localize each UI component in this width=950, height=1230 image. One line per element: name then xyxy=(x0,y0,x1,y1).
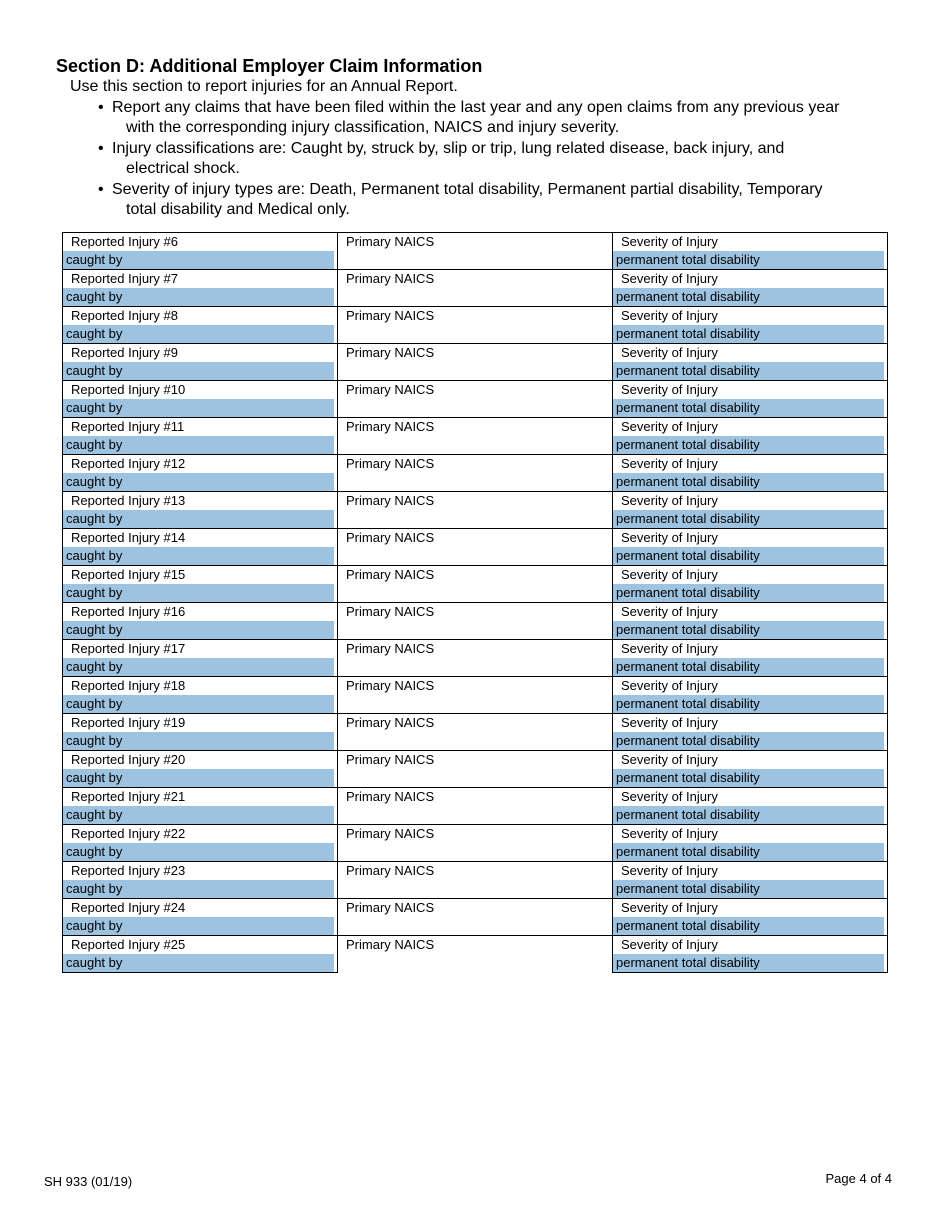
severity-value-cell xyxy=(613,732,888,751)
classification-cell xyxy=(63,806,338,825)
naics-cell xyxy=(338,714,613,751)
severity-cell xyxy=(613,640,888,659)
injury-table xyxy=(62,232,888,973)
severity-cell xyxy=(613,862,888,881)
severity-value-cell xyxy=(613,917,888,936)
injury-label: Reported Injury #21 xyxy=(71,789,186,804)
naics-cell xyxy=(338,751,613,788)
naics-cell xyxy=(338,233,613,270)
severity-cell xyxy=(613,566,888,585)
severity-value-cell xyxy=(613,806,888,825)
naics-label: Primary NAICS xyxy=(346,641,435,656)
injury-cell xyxy=(63,270,338,289)
classification-field[interactable]: caught by xyxy=(63,732,334,750)
severity-cell xyxy=(613,233,888,252)
naics-label: Primary NAICS xyxy=(346,493,435,508)
table-row xyxy=(63,714,888,733)
classification-field[interactable]: caught by xyxy=(63,288,334,306)
injury-label: Reported Injury #18 xyxy=(71,678,186,693)
injury-cell xyxy=(63,714,338,733)
naics-cell xyxy=(338,344,613,381)
classification-field[interactable]: caught by xyxy=(63,658,334,676)
naics-label: Primary NAICS xyxy=(346,419,435,434)
naics-label: Primary NAICS xyxy=(346,678,435,693)
classification-field[interactable]: caught by xyxy=(63,510,334,528)
severity-cell xyxy=(613,529,888,548)
naics-cell xyxy=(338,307,613,344)
classification-field[interactable]: caught by xyxy=(63,547,334,565)
injury-cell xyxy=(63,418,338,437)
severity-value-cell xyxy=(613,251,888,270)
classification-cell xyxy=(63,658,338,677)
naics-label: Primary NAICS xyxy=(346,789,435,804)
naics-label: Primary NAICS xyxy=(346,567,435,582)
injury-cell xyxy=(63,344,338,363)
severity-value-cell xyxy=(613,325,888,344)
classification-field[interactable]: caught by xyxy=(63,621,334,639)
severity-label: Severity of Injury xyxy=(621,234,718,249)
severity-field[interactable]: permanent total disability xyxy=(613,621,884,639)
severity-value-cell xyxy=(613,436,888,455)
classification-field[interactable]: caught by xyxy=(63,880,334,898)
severity-field[interactable]: permanent total disability xyxy=(613,362,884,380)
injury-cell xyxy=(63,307,338,326)
severity-value-cell xyxy=(613,954,888,973)
injury-cell xyxy=(63,566,338,585)
classification-cell xyxy=(63,436,338,455)
injury-label: Reported Injury #9 xyxy=(71,345,178,360)
table-row xyxy=(63,344,888,363)
injury-label: Reported Injury #24 xyxy=(71,900,186,915)
table-row xyxy=(63,862,888,881)
table-row xyxy=(63,936,888,955)
injury-label: Reported Injury #10 xyxy=(71,382,186,397)
naics-label: Primary NAICS xyxy=(346,752,435,767)
severity-label: Severity of Injury xyxy=(621,382,718,397)
severity-label: Severity of Injury xyxy=(621,826,718,841)
severity-value-cell xyxy=(613,621,888,640)
severity-value-cell xyxy=(613,584,888,603)
injury-cell xyxy=(63,640,338,659)
classification-cell xyxy=(63,695,338,714)
classification-cell xyxy=(63,584,338,603)
naics-label: Primary NAICS xyxy=(346,271,435,286)
naics-label: Primary NAICS xyxy=(346,900,435,915)
instruction-line: total disability and Medical only. xyxy=(126,201,350,218)
severity-label: Severity of Injury xyxy=(621,271,718,286)
severity-value-cell xyxy=(613,473,888,492)
severity-label: Severity of Injury xyxy=(621,641,718,656)
injury-cell xyxy=(63,529,338,548)
naics-cell xyxy=(338,677,613,714)
instruction-line: Report any claims that have been filed within the last year and any open claims from any previous year xyxy=(112,99,840,116)
severity-cell xyxy=(613,418,888,437)
naics-label: Primary NAICS xyxy=(346,382,435,397)
severity-label: Severity of Injury xyxy=(621,863,718,878)
classification-field[interactable]: caught by xyxy=(63,769,334,787)
table-row xyxy=(63,899,888,918)
severity-field[interactable]: permanent total disability xyxy=(613,510,884,528)
severity-field[interactable]: permanent total disability xyxy=(613,658,884,676)
injury-cell xyxy=(63,603,338,622)
classification-field[interactable]: caught by xyxy=(63,843,334,861)
injury-label: Reported Injury #16 xyxy=(71,604,186,619)
injury-cell xyxy=(63,825,338,844)
severity-label: Severity of Injury xyxy=(621,678,718,693)
naics-label: Primary NAICS xyxy=(346,937,435,952)
instruction-line: Severity of injury types are: Death, Permanent total disability, Permanent partial disability, Temporary xyxy=(112,181,823,198)
bullet-icon: • xyxy=(98,181,104,198)
naics-cell xyxy=(338,455,613,492)
form-id: SH 933 (01/19) xyxy=(44,1174,133,1189)
severity-label: Severity of Injury xyxy=(621,308,718,323)
severity-field[interactable]: permanent total disability xyxy=(613,399,884,417)
severity-cell xyxy=(613,825,888,844)
bullet-icon: • xyxy=(98,140,104,157)
naics-cell xyxy=(338,788,613,825)
classification-field[interactable]: caught by xyxy=(63,362,334,380)
severity-cell xyxy=(613,751,888,770)
injury-label: Reported Injury #11 xyxy=(71,419,185,434)
injury-label: Reported Injury #19 xyxy=(71,715,186,730)
severity-field[interactable]: permanent total disability xyxy=(613,325,884,343)
severity-cell xyxy=(613,455,888,474)
classification-cell xyxy=(63,917,338,936)
severity-cell xyxy=(613,936,888,955)
classification-cell xyxy=(63,251,338,270)
naics-cell xyxy=(338,492,613,529)
page-number: Page 4 of 4 xyxy=(825,1171,892,1186)
naics-label: Primary NAICS xyxy=(346,308,435,323)
classification-field[interactable]: caught by xyxy=(63,399,334,417)
table-row xyxy=(63,270,888,289)
severity-field[interactable]: permanent total disability xyxy=(613,288,884,306)
instructions-list xyxy=(98,98,898,221)
bullet-icon: • xyxy=(98,99,104,116)
injury-label: Reported Injury #15 xyxy=(71,567,186,582)
table-row xyxy=(63,492,888,511)
severity-cell xyxy=(613,381,888,400)
severity-value-cell xyxy=(613,843,888,862)
severity-field[interactable]: permanent total disability xyxy=(613,695,884,713)
severity-value-cell xyxy=(613,880,888,899)
classification-cell xyxy=(63,732,338,751)
classification-field[interactable]: caught by xyxy=(63,473,334,491)
table-row xyxy=(63,233,888,252)
naics-label: Primary NAICS xyxy=(346,604,435,619)
table-row xyxy=(63,307,888,326)
classification-cell xyxy=(63,473,338,492)
classification-field[interactable]: caught by xyxy=(63,695,334,713)
severity-value-cell xyxy=(613,288,888,307)
classification-field[interactable]: caught by xyxy=(63,325,334,343)
naics-label: Primary NAICS xyxy=(346,456,435,471)
severity-field[interactable]: permanent total disability xyxy=(613,584,884,602)
table-row xyxy=(63,455,888,474)
severity-label: Severity of Injury xyxy=(621,493,718,508)
instruction-line: with the corresponding injury classification, NAICS and injury severity. xyxy=(126,119,620,136)
severity-cell xyxy=(613,603,888,622)
severity-label: Severity of Injury xyxy=(621,789,718,804)
classification-cell xyxy=(63,325,338,344)
severity-field[interactable]: permanent total disability xyxy=(613,436,884,454)
naics-label: Primary NAICS xyxy=(346,530,435,545)
severity-label: Severity of Injury xyxy=(621,937,718,952)
severity-cell xyxy=(613,492,888,511)
severity-label: Severity of Injury xyxy=(621,604,718,619)
severity-label: Severity of Injury xyxy=(621,900,718,915)
injury-cell xyxy=(63,677,338,696)
severity-field[interactable]: permanent total disability xyxy=(613,917,884,935)
classification-cell xyxy=(63,288,338,307)
severity-field[interactable]: permanent total disability xyxy=(613,251,884,269)
table-row xyxy=(63,825,888,844)
injury-cell xyxy=(63,862,338,881)
section-intro: Use this section to report injuries for an Annual Report. xyxy=(70,78,458,95)
table-row xyxy=(63,566,888,585)
injury-cell xyxy=(63,751,338,770)
naics-label: Primary NAICS xyxy=(346,234,435,249)
naics-cell xyxy=(338,418,613,455)
classification-cell xyxy=(63,769,338,788)
severity-value-cell xyxy=(613,547,888,566)
naics-cell xyxy=(338,529,613,566)
severity-label: Severity of Injury xyxy=(621,530,718,545)
instruction-line: electrical shock. xyxy=(126,160,240,177)
classification-field[interactable]: caught by xyxy=(63,954,334,972)
severity-cell xyxy=(613,714,888,733)
injury-cell xyxy=(63,899,338,918)
severity-label: Severity of Injury xyxy=(621,419,718,434)
severity-cell xyxy=(613,899,888,918)
injury-label: Reported Injury #7 xyxy=(71,271,178,286)
injury-label: Reported Injury #13 xyxy=(71,493,186,508)
section-title: Section D: Additional Employer Claim Information xyxy=(56,56,483,76)
instruction-item xyxy=(98,139,898,179)
table-row xyxy=(63,418,888,437)
severity-cell xyxy=(613,307,888,326)
naics-cell xyxy=(338,603,613,640)
naics-label: Primary NAICS xyxy=(346,826,435,841)
severity-cell xyxy=(613,788,888,807)
injury-cell xyxy=(63,492,338,511)
table-row xyxy=(63,788,888,807)
injury-label: Reported Injury #25 xyxy=(71,937,186,952)
classification-cell xyxy=(63,399,338,418)
naics-cell xyxy=(338,270,613,307)
classification-cell xyxy=(63,510,338,529)
instruction-line: Injury classifications are: Caught by, struck by, slip or trip, lung related disease, back injury, and xyxy=(112,140,785,157)
severity-field[interactable]: permanent total disability xyxy=(613,547,884,565)
table-row xyxy=(63,677,888,696)
severity-field[interactable]: permanent total disability xyxy=(613,880,884,898)
naics-label: Primary NAICS xyxy=(346,715,435,730)
classification-field[interactable]: caught by xyxy=(63,917,334,935)
classification-field[interactable]: caught by xyxy=(63,806,334,824)
severity-cell xyxy=(613,270,888,289)
classification-cell xyxy=(63,621,338,640)
severity-field[interactable]: permanent total disability xyxy=(613,843,884,861)
severity-value-cell xyxy=(613,658,888,677)
injury-cell xyxy=(63,788,338,807)
classification-field[interactable]: caught by xyxy=(63,251,334,269)
instruction-item xyxy=(98,180,898,220)
severity-field[interactable]: permanent total disability xyxy=(613,473,884,491)
classification-cell xyxy=(63,843,338,862)
severity-field[interactable]: permanent total disability xyxy=(613,732,884,750)
table-row xyxy=(63,381,888,400)
severity-label: Severity of Injury xyxy=(621,567,718,582)
injury-label: Reported Injury #23 xyxy=(71,863,186,878)
injury-label: Reported Injury #6 xyxy=(71,234,178,249)
classification-field[interactable]: caught by xyxy=(63,436,334,454)
classification-cell xyxy=(63,954,338,973)
classification-field[interactable]: caught by xyxy=(63,584,334,602)
severity-label: Severity of Injury xyxy=(621,345,718,360)
table-row xyxy=(63,640,888,659)
severity-cell xyxy=(613,677,888,696)
naics-label: Primary NAICS xyxy=(346,863,435,878)
severity-value-cell xyxy=(613,399,888,418)
naics-cell xyxy=(338,899,613,936)
severity-field[interactable]: permanent total disability xyxy=(613,769,884,787)
injury-cell xyxy=(63,381,338,400)
naics-cell xyxy=(338,936,613,973)
naics-cell xyxy=(338,862,613,899)
table-row xyxy=(63,751,888,770)
classification-cell xyxy=(63,880,338,899)
injury-label: Reported Injury #20 xyxy=(71,752,186,767)
severity-value-cell xyxy=(613,362,888,381)
injury-cell xyxy=(63,455,338,474)
severity-value-cell xyxy=(613,769,888,788)
severity-label: Severity of Injury xyxy=(621,752,718,767)
severity-label: Severity of Injury xyxy=(621,715,718,730)
classification-cell xyxy=(63,547,338,566)
injury-label: Reported Injury #12 xyxy=(71,456,186,471)
naics-cell xyxy=(338,640,613,677)
classification-cell xyxy=(63,362,338,381)
injury-label: Reported Injury #22 xyxy=(71,826,186,841)
injury-cell xyxy=(63,936,338,955)
naics-cell xyxy=(338,381,613,418)
severity-value-cell xyxy=(613,510,888,529)
severity-value-cell xyxy=(613,695,888,714)
table-row xyxy=(63,529,888,548)
injury-label: Reported Injury #17 xyxy=(71,641,186,656)
injury-label: Reported Injury #14 xyxy=(71,530,186,545)
injury-label: Reported Injury #8 xyxy=(71,308,178,323)
injury-cell xyxy=(63,233,338,252)
naics-label: Primary NAICS xyxy=(346,345,435,360)
severity-field[interactable]: permanent total disability xyxy=(613,954,884,972)
severity-cell xyxy=(613,344,888,363)
severity-field[interactable]: permanent total disability xyxy=(613,806,884,824)
severity-label: Severity of Injury xyxy=(621,456,718,471)
naics-cell xyxy=(338,825,613,862)
instruction-item xyxy=(98,98,898,138)
naics-cell xyxy=(338,566,613,603)
table-row xyxy=(63,603,888,622)
